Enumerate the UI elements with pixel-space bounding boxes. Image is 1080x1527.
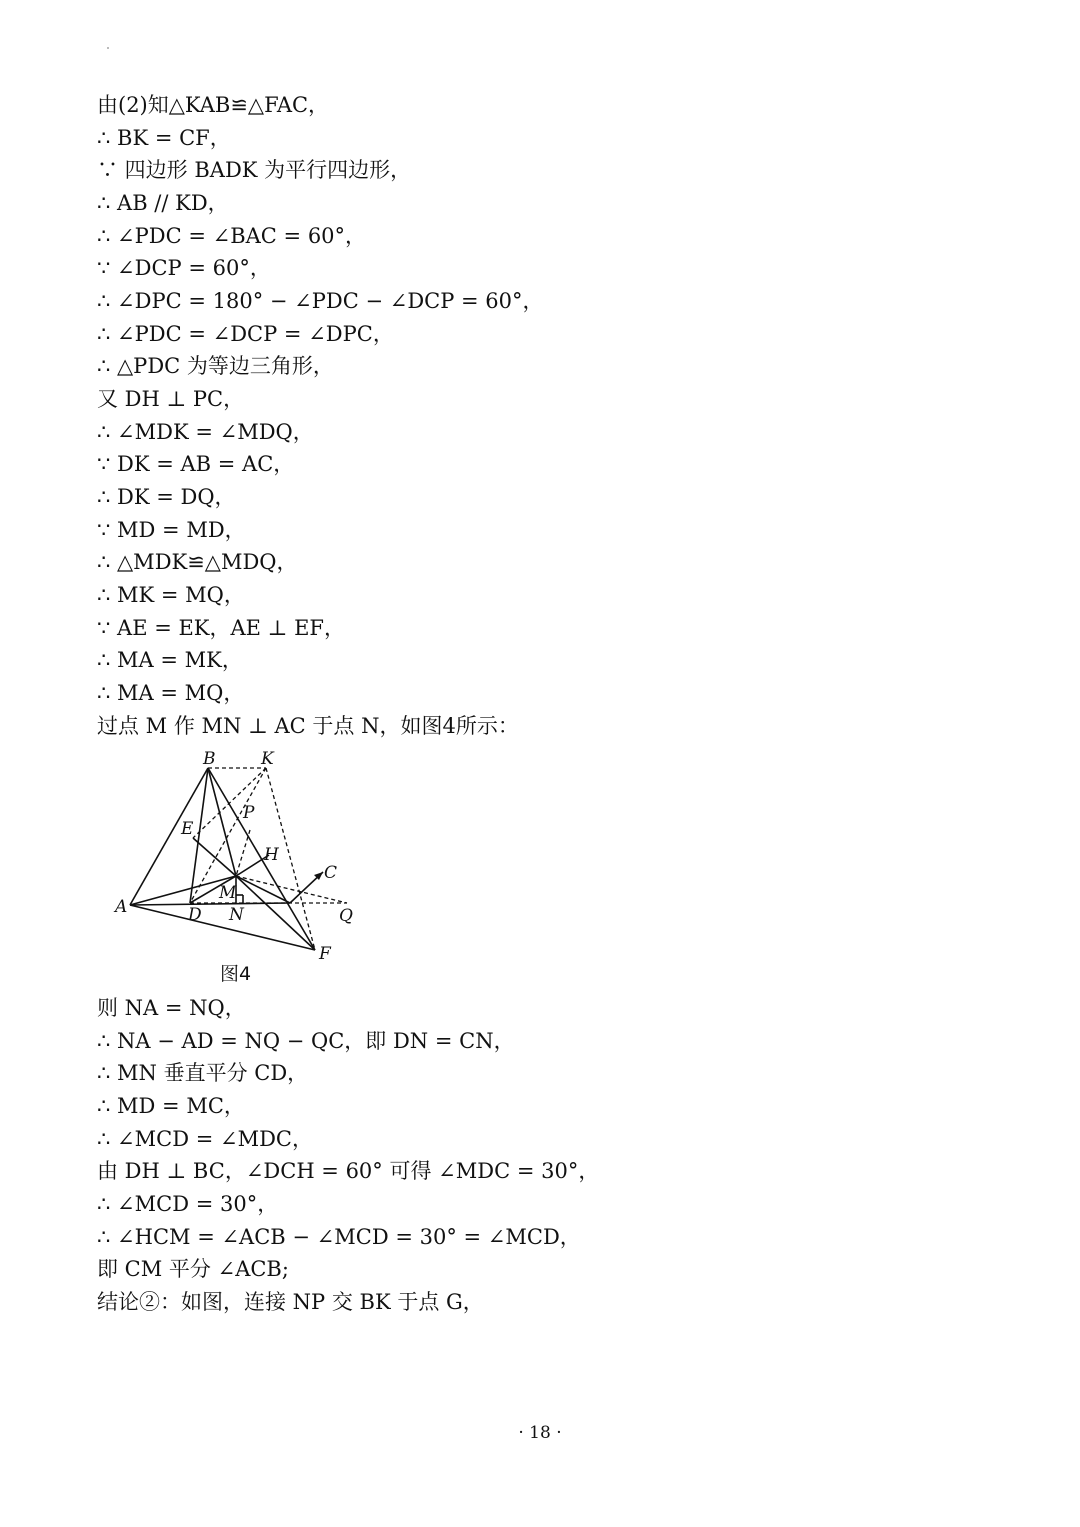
proof-line: 则 NA = NQ， <box>97 996 246 1020</box>
proof-line: ∴ NA − AD = NQ − QC，即 DN = CN， <box>97 1029 515 1053</box>
proof-line: 又 DH ⊥ PC， <box>97 387 245 411</box>
proof-line: 即 CM 平分 ∠ACB; <box>97 1257 289 1281</box>
proof-line: 结论②：如图，连接 NP 交 BK 于点 G， <box>97 1290 484 1314</box>
label-E: E <box>181 819 194 839</box>
figure-caption: 图4 <box>220 963 252 985</box>
proof-line: ∴ ∠MCD = 30°， <box>97 1192 279 1216</box>
segment-AB <box>130 768 208 905</box>
proof-line: 由(2)知△KAB≌△FAC， <box>97 93 330 117</box>
proof-line: ∵ AE = EK，AE ⊥ EF， <box>97 616 345 640</box>
proof-line: ∵ DK = AB = AC， <box>97 452 295 476</box>
proof-line: ∴ ∠HCM = ∠ACB − ∠MCD = 30° = ∠MCD， <box>97 1225 581 1249</box>
label-F: F <box>319 944 331 960</box>
proof-line: ∴ BK = CF， <box>97 126 231 150</box>
geometry-figure-4 <box>105 745 375 960</box>
proof-line: ∴ ∠MDK = ∠MDQ， <box>97 420 314 444</box>
label-D: D <box>188 905 202 925</box>
proof-line: 过点 M 作 MN ⊥ AC 于点 N，如图4所示： <box>97 714 519 738</box>
segment-MF <box>236 876 315 950</box>
proof-line: ∴ MA = MK， <box>97 648 243 672</box>
label-H: H <box>264 845 279 865</box>
proof-line: ∴ MD = MC， <box>97 1094 245 1118</box>
proof-line: ∴ MK = MQ， <box>97 583 245 607</box>
proof-line: ∴ MA = MQ， <box>97 681 245 705</box>
label-P: P <box>243 803 255 823</box>
speck <box>107 47 109 49</box>
segment-MQside <box>236 876 290 903</box>
proof-line: ∴ DK = DQ， <box>97 485 236 509</box>
page-number: · 18 · <box>518 1423 562 1443</box>
label-B: B <box>203 749 216 769</box>
proof-line: ∴ △PDC 为等边三角形， <box>97 354 334 378</box>
label-N: N <box>229 905 244 925</box>
segment-BM <box>208 768 236 876</box>
proof-line: ∵ 四边形 BADK 为平行四边形， <box>97 158 412 182</box>
proof-line: ∵ MD = MD， <box>97 518 246 542</box>
proof-line: ∴ ∠PDC = ∠DCP = ∠DPC， <box>97 322 394 346</box>
label-A: A <box>115 897 128 917</box>
segment-AF <box>130 905 315 950</box>
proof-line: ∴ ∠MCD = ∠MDC， <box>97 1127 313 1151</box>
label-C: C <box>324 863 338 883</box>
label-Q: Q <box>339 906 353 926</box>
proof-line: 由 DH ⊥ BC，∠DCH = 60° 可得 ∠MDC = 30°， <box>97 1159 600 1183</box>
proof-line: ∴ AB // KD， <box>97 191 229 215</box>
label-K: K <box>261 749 274 769</box>
label-M: M <box>219 883 237 903</box>
proof-line: ∴ MN 垂直平分 CD， <box>97 1061 309 1085</box>
proof-line: ∴ ∠DPC = 180° − ∠PDC − ∠DCP = 60°， <box>97 289 544 313</box>
proof-line: ∴ △MDK≌△MDQ， <box>97 550 298 574</box>
proof-line: ∵ ∠DCP = 60°， <box>97 256 271 280</box>
proof-line: ∴ ∠PDC = ∠BAC = 60°， <box>97 224 367 248</box>
segment-EM <box>193 838 236 876</box>
